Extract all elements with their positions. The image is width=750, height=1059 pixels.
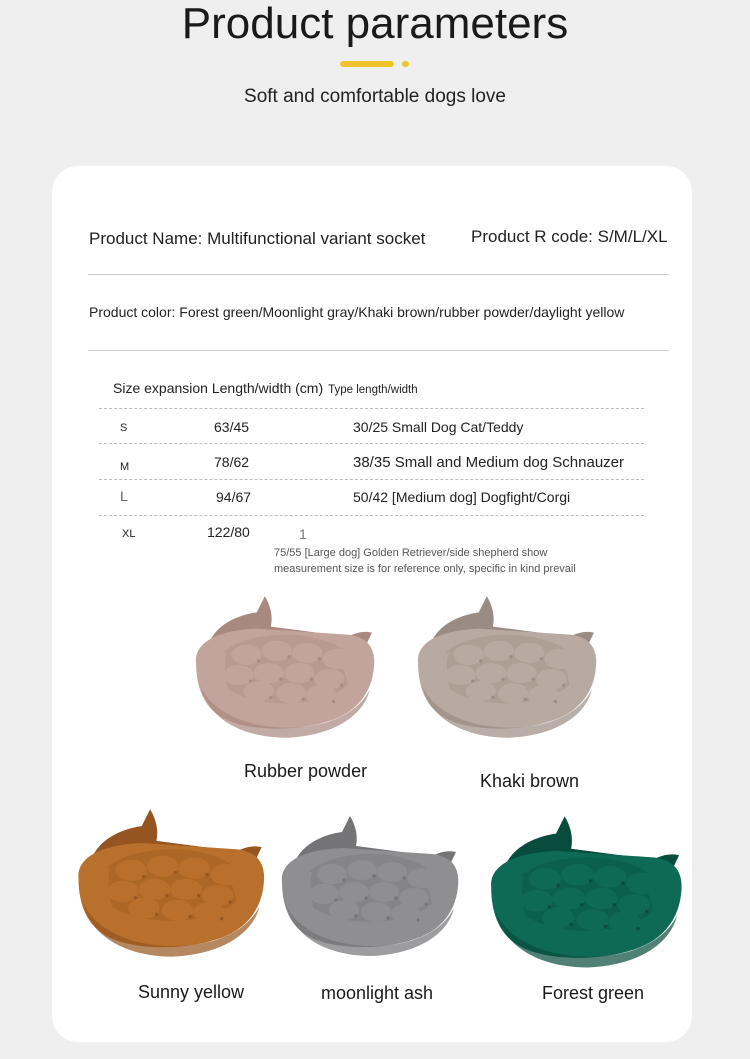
- table-divider: [99, 515, 644, 516]
- title-accent-dot: [402, 61, 409, 67]
- color-label-khaki-brown: Khaki brown: [480, 771, 580, 791]
- pet-bed-moonlight-ash: [272, 806, 462, 968]
- size-note-line: 75/55 [Large dog] Golden Retriever/side shepherd show: [274, 547, 548, 559]
- size-table-heading: [113, 380, 418, 396]
- divider: [88, 274, 669, 275]
- table-divider: [99, 443, 644, 444]
- size-note-line: measurement size is for reference only, specific in kind prevail: [274, 563, 576, 575]
- table-cell-type: 50/42 [Medium dog] Dogfight/Corgi: [353, 489, 571, 505]
- table-cell-dims: 122/80: [207, 524, 250, 540]
- footnote-marker: 1: [299, 526, 307, 542]
- table-cell-size: XL: [122, 528, 136, 540]
- pet-bed-forest-green: [480, 812, 686, 974]
- color-label-rubber-powder: Rubber powder: [244, 761, 368, 781]
- pet-bed-khaki-brown: [408, 592, 600, 744]
- product-color: Product color: Forest green/Moonlight gray/Khaki brown/rubber powder/daylight yellow: [89, 304, 625, 320]
- table-cell-dims: 63/45: [214, 419, 250, 435]
- table-cell-size: L: [120, 488, 128, 504]
- divider: [88, 350, 669, 351]
- pet-bed-sunny-yellow: [68, 800, 268, 968]
- color-label-sunny-yellow: Sunny yellow: [138, 982, 245, 1002]
- table-divider: [99, 408, 644, 409]
- product-code: Product R code: S/M/L/XL: [471, 227, 668, 246]
- size-note: [274, 545, 576, 577]
- table-cell-dims: 78/62: [214, 454, 250, 470]
- page-subtitle: Soft and comfortable dogs love: [244, 86, 506, 107]
- page-title: Product parameters: [181, 0, 569, 48]
- size-heading-type: Type length/width: [328, 384, 418, 396]
- color-label-moonlight-ash: moonlight ash: [321, 983, 434, 1003]
- table-divider: [99, 479, 644, 480]
- color-label-forest-green: Forest green: [542, 983, 645, 1003]
- table-cell-dims: 94/67: [216, 489, 252, 505]
- table-cell-type: 38/35 Small and Medium dog Schnauzer: [353, 454, 624, 471]
- pet-bed-rubber-powder: [186, 592, 378, 744]
- size-heading-main: Size expansion Length/width (cm): [113, 380, 324, 396]
- title-accent-bar: [340, 61, 394, 67]
- table-cell-type: 30/25 Small Dog Cat/Teddy: [353, 419, 524, 435]
- table-cell-size: S: [120, 422, 128, 434]
- table-cell-size: M: [120, 461, 130, 473]
- product-name: Product Name: Multifunctional variant socket: [89, 229, 426, 248]
